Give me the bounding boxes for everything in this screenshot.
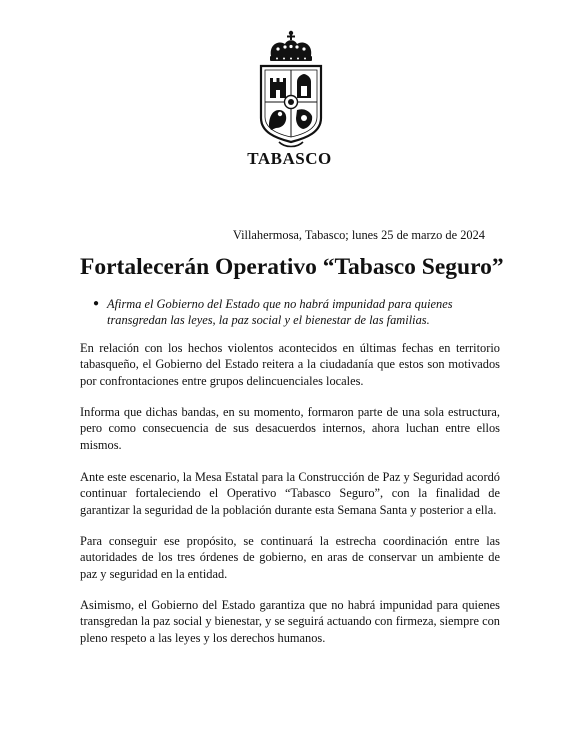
- body-paragraph-2: Informa que dichas bandas, en su momento, formaron parte de una sola estructura, pero como consecuencia de sus desacuerdos internos, ahora luchan entre ellos mismos.: [80, 405, 500, 452]
- bullet-icon: ●: [93, 298, 100, 309]
- body-paragraph-5: Asimismo, el Gobierno del Estado garantiza que no habrá impunidad para quienes transgredan la paz social y bienestar, y se seguirá actuando con firmeza, siempre con pleno respeto a las leyes y los derechos humanos.: [80, 598, 500, 645]
- press-release-title: Fortalecerán Operativo “Tabasco Seguro”: [80, 254, 504, 280]
- body-paragraph-1: En relación con los hechos violentos acontecidos en últimas fechas en territorio tabasqueño, el Gobierno del Estado reitera a la ciudadanía que estos son motivados por confrontaciones entre grupos delincuenciales locales.: [80, 341, 500, 388]
- summary-bullet: [93, 296, 508, 328]
- brand-name: TABASCO: [247, 149, 332, 168]
- summary-bullet-text: Afirma el Gobierno del Estado que no habrá impunidad para quienes transgredan las leyes, la paz social y el bienestar de las familias.: [107, 297, 453, 327]
- body-paragraph-3: Ante este escenario, la Mesa Estatal para la Construcción de Paz y Seguridad acordó continuar fortaleciendo el Operativo “Tabasco Seguro”, con la finalidad de garantizar la seguridad de la población durante esta Semana Santa y posterior a ella.: [80, 470, 500, 517]
- body-paragraph-4: Para conseguir ese propósito, se continuará la estrecha coordinación entre las autoridades de los tres órdenes de gobierno, en aras de conservar un ambiente de paz y seguridad en la entidad.: [80, 534, 500, 581]
- tabasco-coat-of-arms-icon: [251, 30, 331, 155]
- dateline: Villahermosa, Tabasco; lunes 25 de marzo de 2024: [232, 228, 485, 242]
